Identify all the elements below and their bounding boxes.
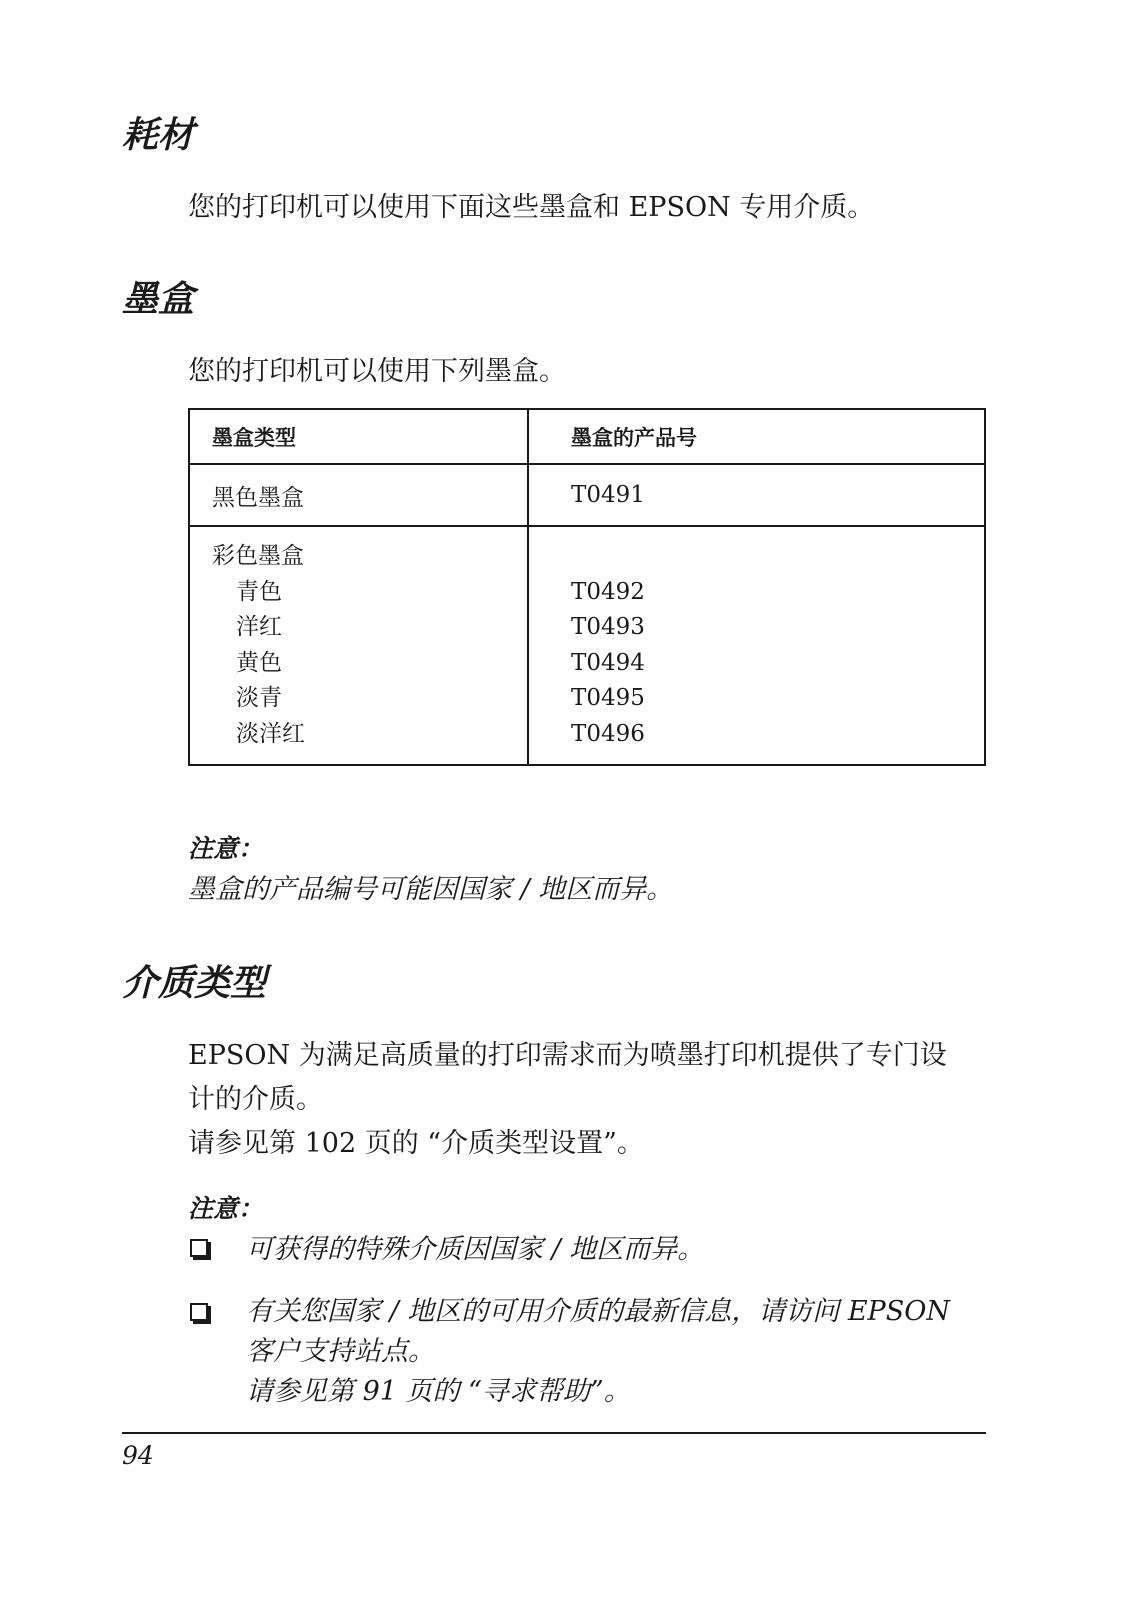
color-cartridge-codes [528, 526, 985, 765]
consumables-heading: 耗材 [122, 115, 195, 156]
ink-cartridge-table [188, 408, 986, 766]
media-settings-reference: 请参见第 102 页的 “介质类型设置”。 [188, 1128, 644, 1159]
media-note-item-2-line2: 客户支持站点。 [246, 1336, 435, 1367]
media-note-item-1: 可获得的特殊介质因国家 / 地区而异。 [246, 1234, 705, 1265]
help-reference: 请参见第 91 页的 “寻求帮助”。 [246, 1376, 631, 1407]
black-cartridge-code: T0491 [528, 464, 985, 526]
table-row [189, 464, 985, 526]
checkbox-bullet-icon [190, 1303, 208, 1321]
color-item-code: T0496 [571, 720, 645, 747]
color-item-name: 洋红 [236, 614, 282, 640]
ink-note-text: 墨盒的产品编号可能因国家 / 地区而异。 [188, 874, 674, 905]
ink-cartridge-intro: 您的打印机可以使用下列墨盒。 [188, 356, 566, 387]
color-item-name: 黄色 [236, 649, 282, 676]
table-row [189, 526, 985, 765]
color-item-name: 青色 [236, 578, 282, 605]
media-type-heading: 介质类型 [122, 963, 267, 1004]
ink-cartridge-heading: 墨盒 [122, 279, 195, 320]
color-group-label: 彩色墨盒 [212, 543, 304, 569]
page-number: 94 [122, 1441, 154, 1470]
header-product-code: 墨盒的产品号 [528, 409, 985, 464]
media-note-title: 注意： [188, 1194, 264, 1223]
color-item-code: T0493 [571, 614, 645, 640]
color-item-name: 淡青 [236, 685, 282, 711]
color-item-code: T0492 [571, 578, 645, 605]
table-header-row [189, 409, 985, 464]
media-intro-line2: 计的介质。 [188, 1084, 323, 1115]
color-item-code: T0495 [571, 685, 645, 711]
color-cartridge-types [189, 526, 528, 765]
color-item-name: 淡洋红 [236, 720, 305, 747]
black-cartridge-type: 黑色墨盒 [189, 464, 528, 526]
color-item-code: T0494 [571, 649, 645, 676]
checkbox-bullet-icon [190, 1239, 208, 1257]
header-cartridge-type: 墨盒类型 [189, 409, 528, 464]
media-note-item-2-line1: 有关您国家 / 地区的可用介质的最新信息，请访问 EPSON [246, 1296, 950, 1327]
media-intro-line1: EPSON 为满足高质量的打印需求而为喷墨打印机提供了专门设 [188, 1040, 947, 1071]
ink-note-title: 注意： [188, 834, 264, 863]
footer-divider [122, 1432, 986, 1434]
consumables-intro: 您的打印机可以使用下面这些墨盒和 EPSON 专用介质。 [188, 192, 875, 223]
